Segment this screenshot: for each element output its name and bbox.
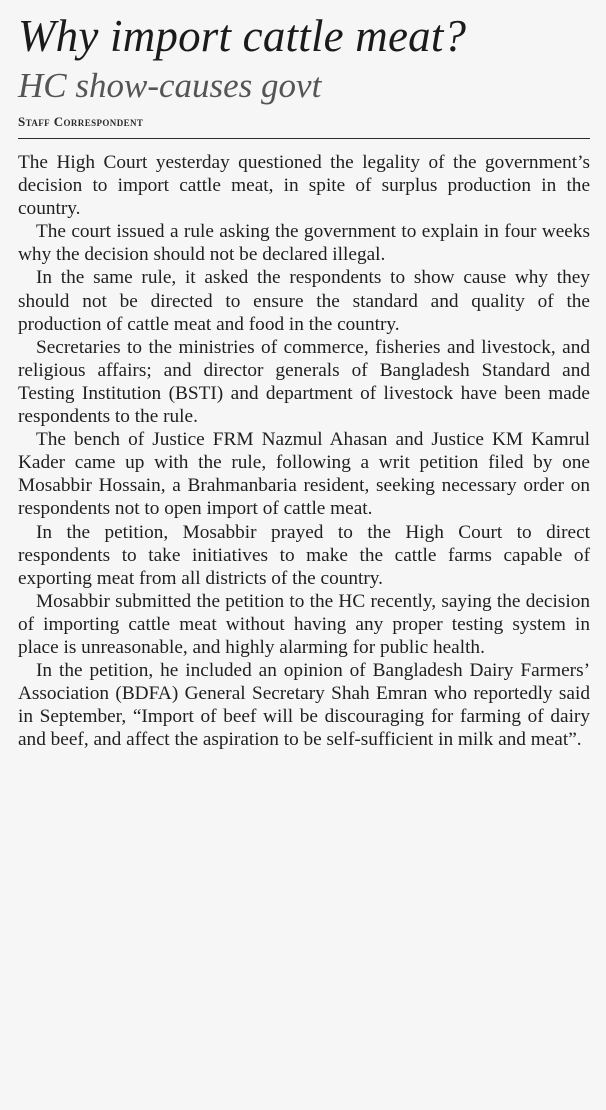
paragraph: The bench of Justice FRM Nazmul Ahasan and Justice KM Kamrul Kader came up with the rule, following a writ petition filed by one Mosabbir Hossain, a Brahmanbaria resident, seeking necessary order on respondents not to open import of cattle meat. bbox=[18, 429, 590, 520]
subheadline: HC show-causes govt bbox=[18, 66, 322, 105]
article-body bbox=[18, 151, 590, 751]
paragraph: Secretaries to the ministries of commerce, fisheries and livestock, and religious affairs; and director generals of Bangladesh Standard and Testing Institution (BSTI) and department of livestock have been made respondents to the rule. bbox=[18, 336, 590, 428]
byline-divider bbox=[18, 138, 590, 139]
byline: Staff Correspondent bbox=[18, 114, 144, 129]
paragraph: Mosabbir submitted the petition to the HC recently, saying the decision of importing cattle meat without having any proper testing system in place is unreasonable, and highly alarming for public health. bbox=[18, 590, 590, 658]
paragraph: In the same rule, it asked the respondents to show cause why they should not be directed to ensure the standard and quality of the production of cattle meat and food in the country. bbox=[18, 267, 590, 335]
headline: Why import cattle meat? bbox=[18, 11, 467, 61]
paragraph: In the petition, he included an opinion of Bangladesh Dairy Farmers’ Association (BDFA) General Secretary Shah Emran who reportedly said in September, “Import of beef will be discouraging for farming of dairy and beef, and affect the aspiration to be self-sufficient in milk and meat”. bbox=[18, 660, 590, 751]
paragraph: In the petition, Mosabbir prayed to the High Court to direct respondents to take initiatives to make the cattle farms capable of exporting meat from all districts of the country. bbox=[18, 521, 590, 589]
paragraph: The High Court yesterday questioned the legality of the government’s decision to import cattle meat, in spite of surplus production in the country. bbox=[18, 152, 590, 220]
paragraph: The court issued a rule asking the government to explain in four weeks why the decision should not be declared illegal. bbox=[18, 221, 590, 266]
